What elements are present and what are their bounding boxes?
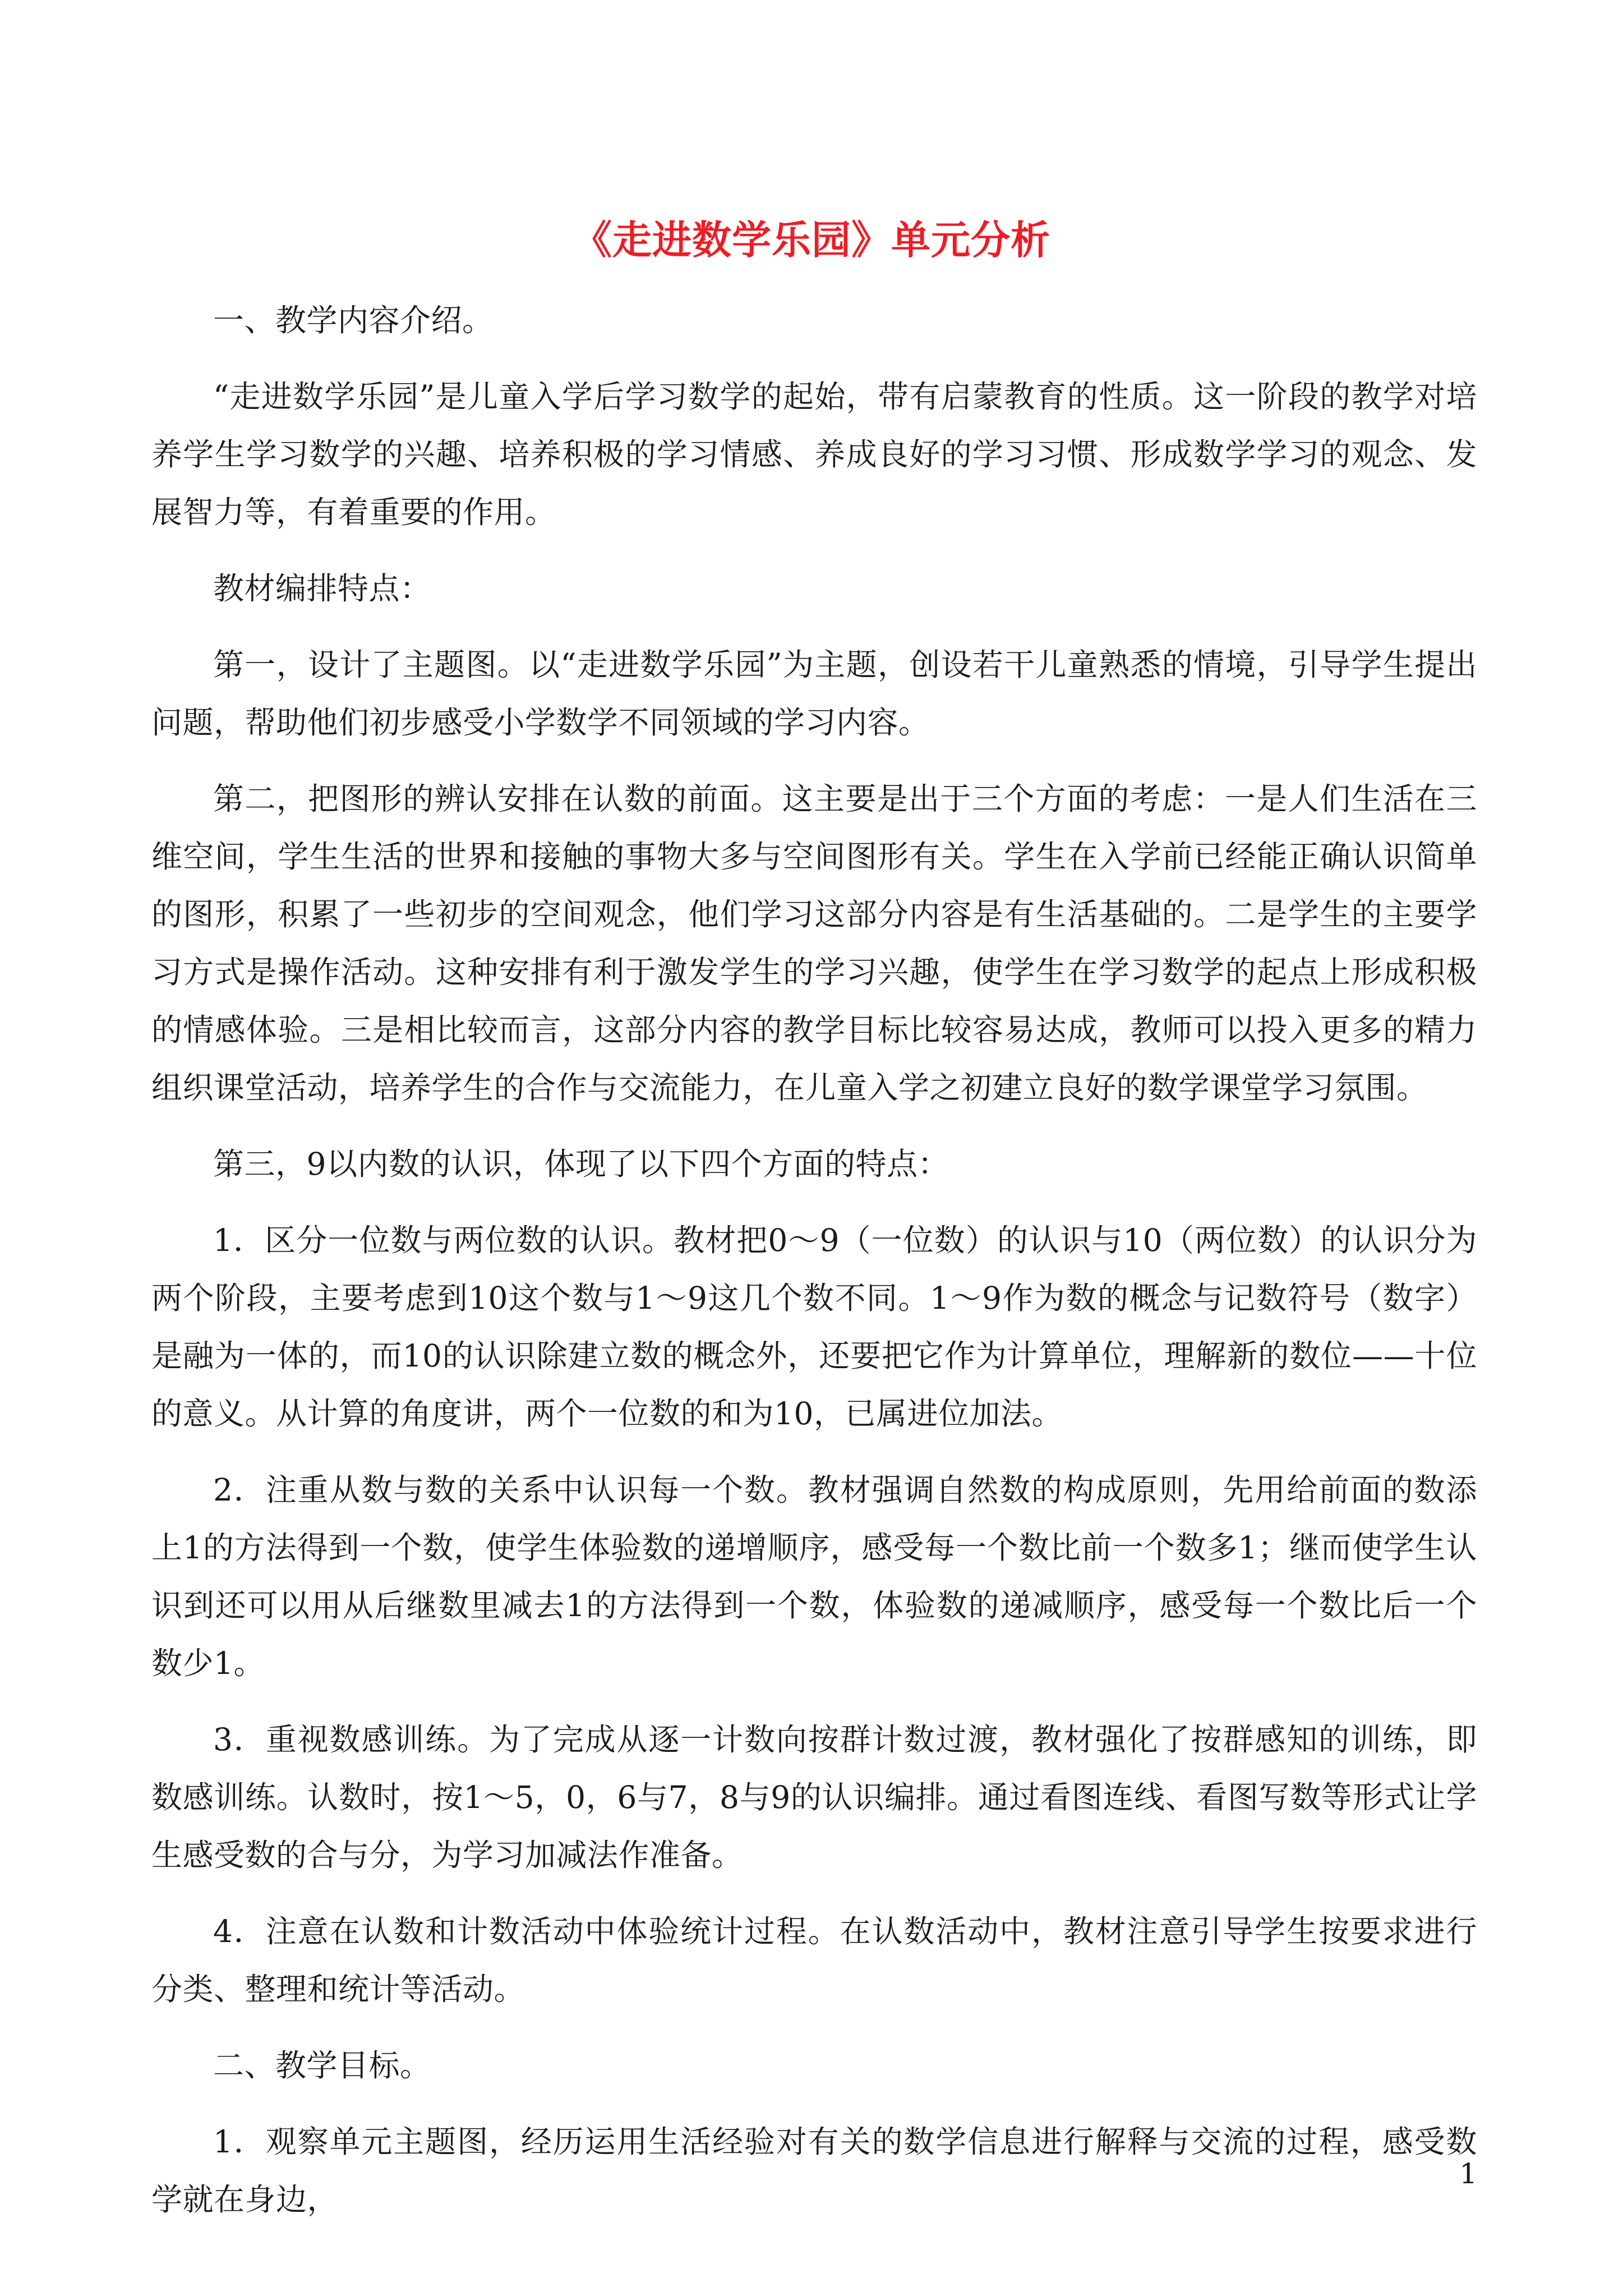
paragraph-feature-1: 第一，设计了主题图。以“走进数学乐园”为主题，创设若干儿童熟悉的情境，引导学生提出问题，帮助他们初步感受小学数学不同领域的学习内容。 — [151, 647, 1477, 740]
paragraph-point-4: 4．注意在认数和计数活动中体验统计过程。在认数活动中，教材注意引导学生按要求进行分类、整理和统计等活动。 — [151, 1913, 1477, 2007]
page-number: 1 — [1459, 2157, 1477, 2190]
paragraph-features-heading: 教材编排特点： — [213, 570, 431, 606]
section-heading-goals: 二、教学目标。 — [213, 2047, 431, 2083]
document-title: 《走进数学乐园》单元分析 — [573, 217, 1050, 263]
document-body — [151, 292, 1477, 2247]
paragraph-feature-2: 第二，把图形的辨认安排在认数的前面。这主要是出于三个方面的考虑：一是人们生活在三维空间，学生生活的世界和接触的事物大多与空间图形有关。学生在入学前已经能正确认识简单的图形，积累了一些初步的空间观念，他们学习这部分内容是有生活基础的。二是学生的主要学习方式是操作活动。这种安排有利于激发学生的学习兴趣，使学生在学习数学的起点上形成积极的情感体验。三是相比较而言，这部分内容的教学目标比较容易达成，教师可以投入更多的精力组织课堂活动，培养学生的合作与交流能力，在儿童入学之初建立良好的数学课堂学习氛围。 — [151, 781, 1477, 1106]
paragraph-goal-1: 1．观察单元主题图，经历运用生活经验对有关的数学信息进行解释与交流的过程，感受数学就在身边， — [151, 2124, 1477, 2217]
section-heading-content: 一、教学内容介绍。 — [213, 302, 494, 338]
paragraph-point-1: 1．区分一位数与两位数的认识。教材把0～9（一位数）的认识与10（两位数）的认识分为两个阶段，主要考虑到10这个数与1～9这几个数不同。1～9作为数的概念与记数符号（数字）是融为一体的，而10的认识除建立数的概念外，还要把它作为计算单位，理解新的数位——十位的意义。从计算的角度讲，两个一位数的和为10，已属进位加法。 — [151, 1222, 1477, 1432]
paragraph-feature-3: 第三，9以内数的认识，体现了以下四个方面的特点： — [213, 1146, 949, 1182]
paragraph-point-3: 3．重视数感训练。为了完成从逐一计数向按群计数过渡，教材强化了按群感知的训练，即数感训练。认数时，按1～5，0，6与7，8与9的认识编排。通过看图连线、看图写数等形式让学生感受数的合与分，为学习加减法作准备。 — [151, 1722, 1477, 1873]
paragraph-point-2: 2．注重从数与数的关系中认识每一个数。教材强调自然数的构成原则，先用给前面的数添上1的方法得到一个数，使学生体验数的递增顺序，感受每一个数比前一个数多1；继而使学生认识到还可以用从后继数里减去1的方法得到一个数，体验数的递减顺序，感受每一个数比后一个数少1。 — [151, 1472, 1477, 1681]
paragraph-intro: “走进数学乐园”是儿童入学后学习数学的起始，带有启蒙教育的性质。这一阶段的教学对培养学生学习数学的兴趣、培养积极的学习情感、养成良好的学习习惯、形成数学学习的观念、发展智力等，有着重要的作用。 — [151, 379, 1477, 530]
